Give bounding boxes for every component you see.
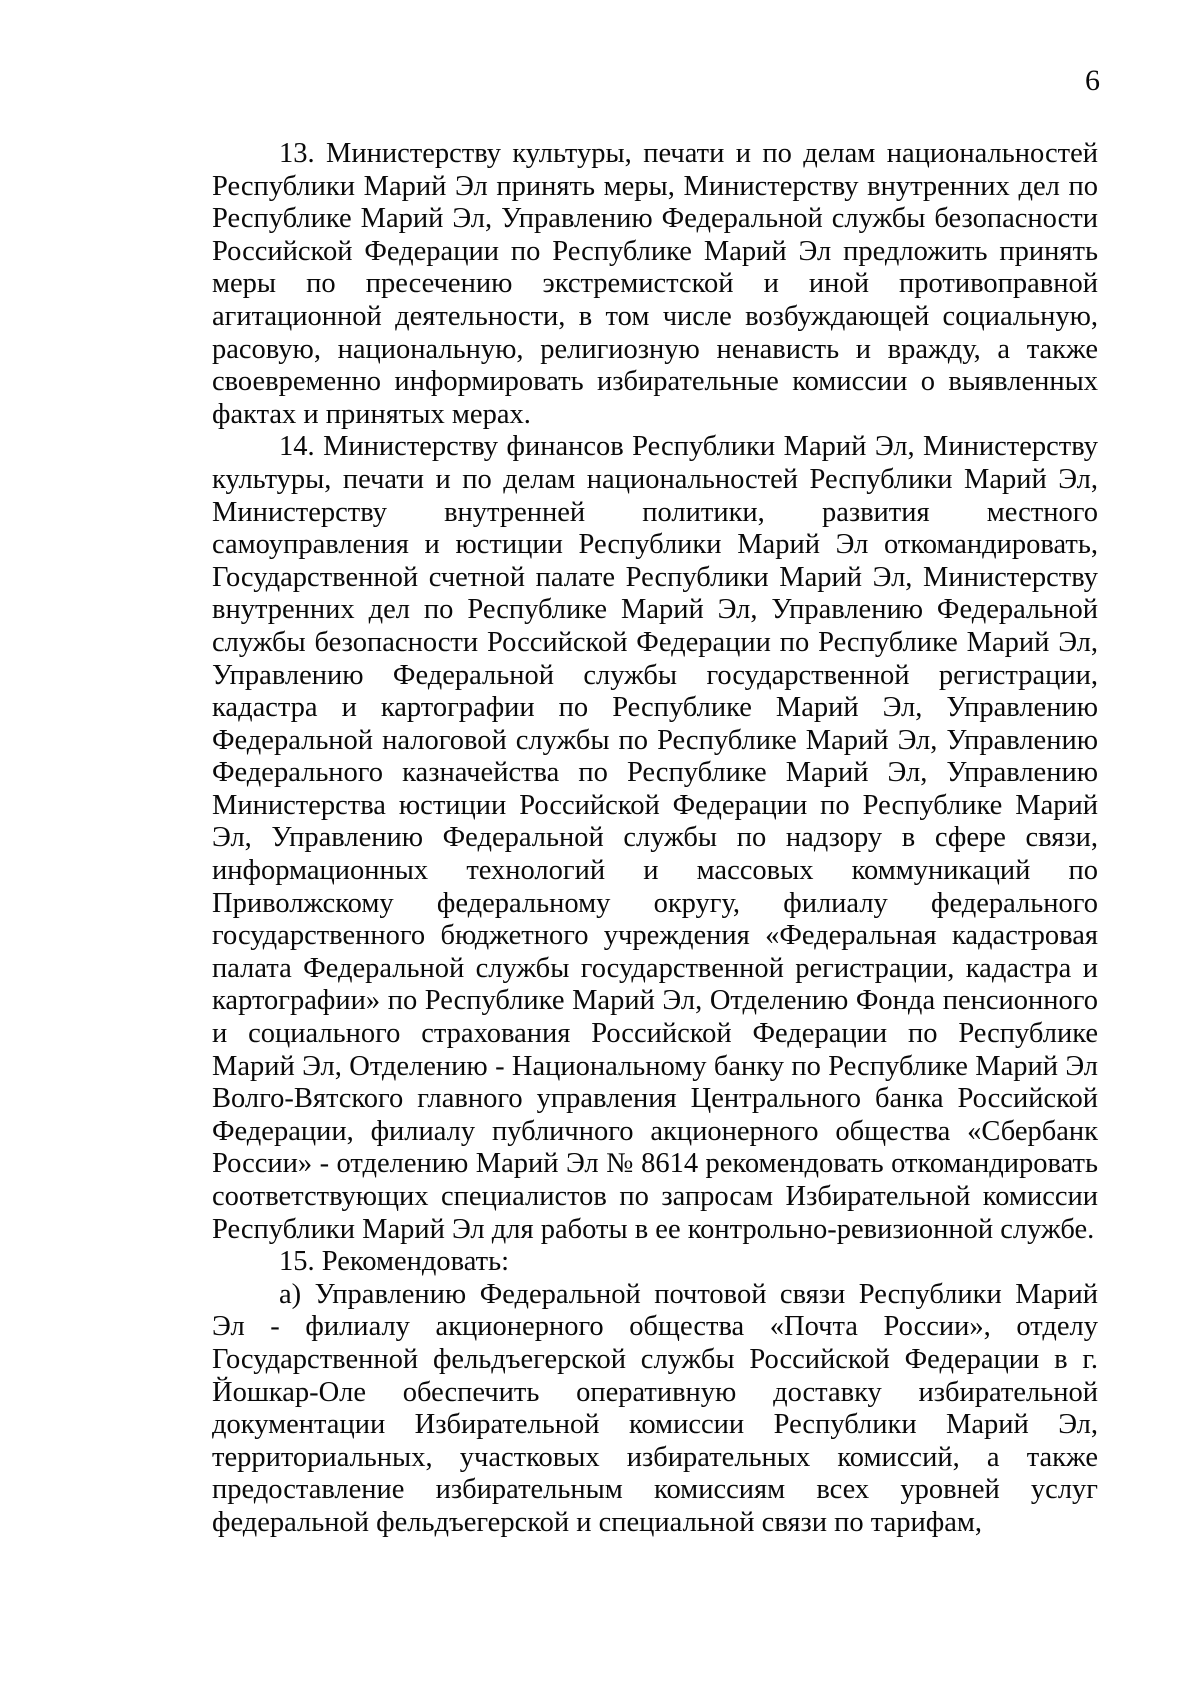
- paragraph-14: 14. Министерству финансов Республики Марий Эл, Министерству культуры, печати и по делам национальностей Республики Марий Эл, Министерству внутренней политики, развития местного самоуправления и юстиции Республики Марий Эл откомандировать, Государственной счетной палате Республики Марий Эл, Министерству внутренних дел по Республике Марий Эл, Управлению Федеральной службы безопасности Российской Федерации по Республике Марий Эл, Управлению Федеральной службы государственной регистрации, кадастра и картографии по Республике Марий Эл, Управлению Федеральной налоговой службы по Республике Марий Эл, Управлению Федерального казначейства по Республике Марий Эл, Управлению Министерства юстиции Российской Федерации по Республике Марий Эл, Управлению Федеральной службы по надзору в сфере связи, информационных технологий и массовых коммуникаций по Приволжскому федеральному округу, филиалу федерального государственного бюджетного учреждения «Федеральная кадастровая палата Федеральной службы государственной регистрации, кадастра и картографии» по Республике Марий Эл, Отделению Фонда пенсионного и социального страхования Российской Федерации по Республике Марий Эл, Отделению - Национальному банку по Республике Марий Эл Волго-Вятского главного управления Центрального банка Российской Федерации, филиалу публичного акционерного общества «Сбербанк России» - отделению Марий Эл № 8614 рекомендовать откомандировать соответствующих специалистов по запросам Избирательной комиссии Республики Марий Эл для работы в ее контрольно-ревизионной службе.: [212, 431, 1098, 1245]
- page-number: 6: [1085, 64, 1100, 97]
- paragraph-13: 13. Министерству культуры, печати и по делам национальностей Республики Марий Эл принять меры, Министерству внутренних дел по Республике Марий Эл, Управлению Федеральной службы безопасности Российской Федерации по Республике Марий Эл предложить принять меры по пресечению экстремистской и иной противоправной агитационной деятельности, в том числе возбуждающей социальную, расовую, национальную, религиозную ненависть и вражду, а также своевременно информировать избирательные комиссии о выявленных фактах и принятых мерах.: [212, 138, 1098, 430]
- document-body: [212, 138, 1098, 1540]
- paragraph-15a: а) Управлению Федеральной почтовой связи Республики Марий Эл - филиалу акционерного общества «Почта России», отделу Государственной фельдъегерской службы Российской Федерации в г. Йошкар-Оле обеспечить оперативную доставку избирательной документации Избирательной комиссии Республики Марий Эл, территориальных, участковых избирательных комиссий, а также предоставление избирательным комиссиям всех уровней услуг федеральной фельдъегерской и специальной связи по тарифам,: [212, 1278, 1098, 1538]
- paragraph-15: 15. Рекомендовать:: [279, 1246, 510, 1278]
